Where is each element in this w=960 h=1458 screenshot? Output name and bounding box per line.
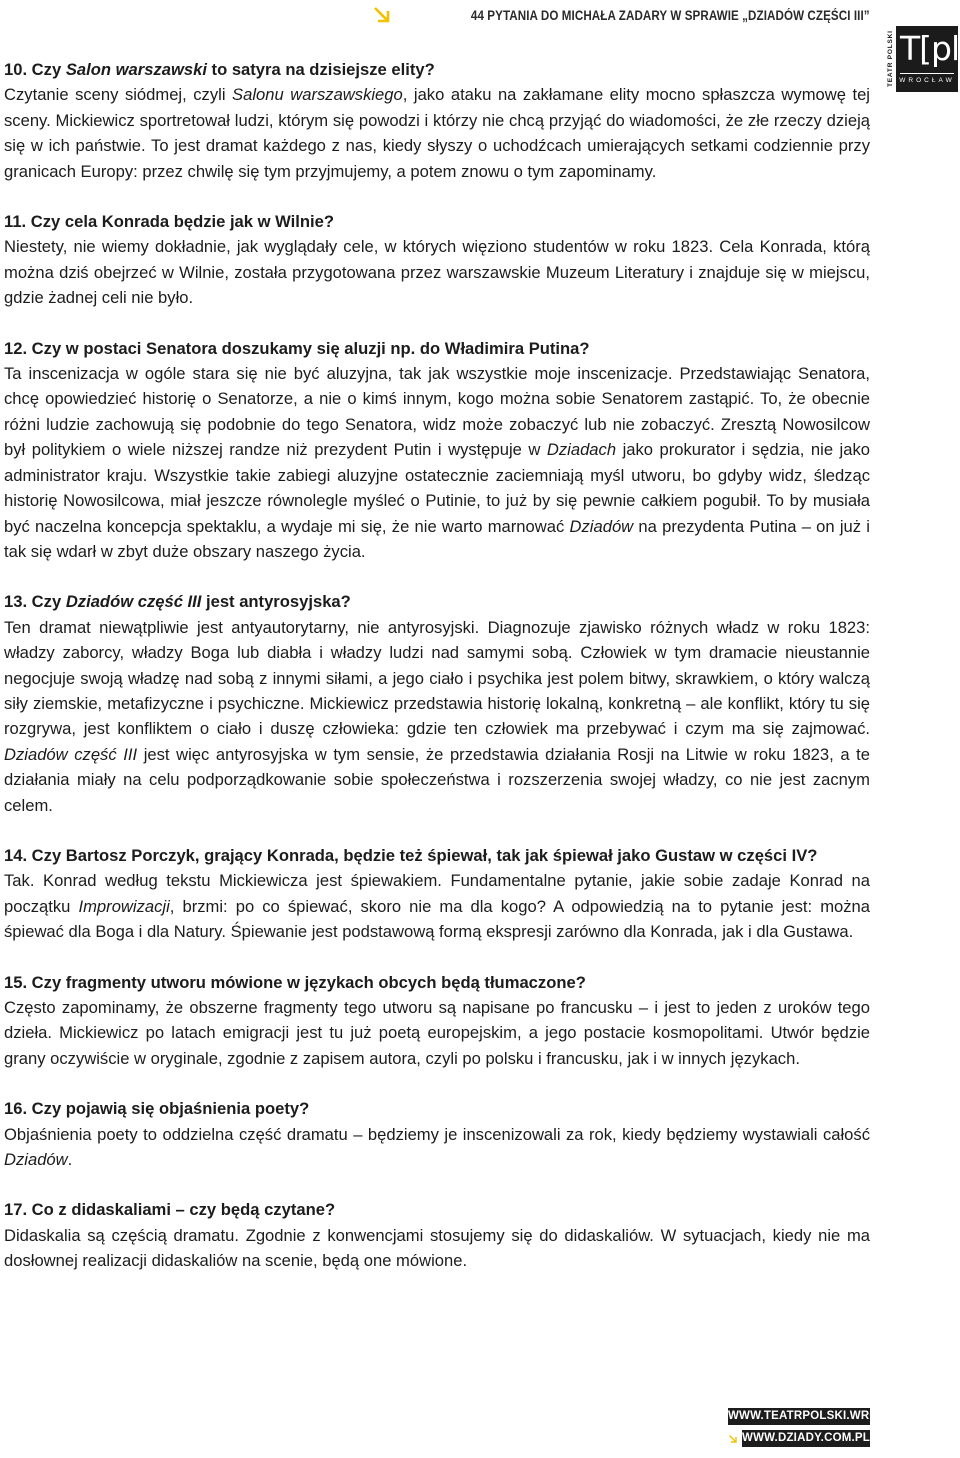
- answer-text: Niestety, nie wiemy dokładnie, jak wyglądały cele, w których więziono studentów w roku 1823. Cela Konrada, którą można dziś obejrzeć w Wilnie, została przygotowana przez warszawskie Muzeum Literatury i znajduje się w miejscu, gdzie żadnej celi nie było.: [4, 237, 870, 308]
- question-heading: 10. Czy Salon warszawski to satyra na dzisiejsze elity?: [4, 60, 435, 79]
- logo-box: [896, 26, 958, 92]
- running-header: [372, 3, 870, 27]
- footer-links: [728, 1408, 906, 1447]
- arrow-down-right-icon: [728, 1431, 738, 1447]
- running-title: 44 PYTANIA DO MICHAŁA ZADARY W SPRAWIE „DZIADÓW CZĘŚCI III”: [471, 7, 870, 23]
- qa-item-10: [4, 57, 870, 184]
- teatr-polski-logo: [887, 26, 960, 92]
- qa-item-11: [4, 209, 870, 311]
- qa-item-16: [4, 1096, 870, 1172]
- question-heading: 15. Czy fragmenty utworu mówione w językach obcych będą tłumaczone?: [4, 972, 586, 992]
- arrow-down-right-icon: [372, 5, 392, 25]
- qa-item-13: [4, 589, 870, 818]
- answer-text: Tak. Konrad według tekstu Mickiewicza jest śpiewakiem. Fundamentalne pytanie, jakie sobie zadaje Konrad na początku Improwizacji, brzmi: po co śpiewać, skoro nie ma dla kogo? A odpowiedzią na to pytanie jest: można śpiewać dla Boga i dla Natury. Śpiewanie jest podstawową formą ekspresji zarówno dla Konrada, jak i dla Gustawa.: [4, 871, 871, 942]
- question-heading: 14. Czy Bartosz Porczyk, grający Konrada, będzie też śpiewał, tak jak śpiewał jako Gustaw w części IV?: [4, 845, 818, 865]
- answer-text: Ta inscenizacja w ogóle stara się nie być aluzyjna, tak jak wszystkie moje inscenizacje. Przedstawiając Senatora, chcę opowiedzieć historię o Senatorze, a nie o kimś innym, kogo można sobie Senatorem zastąpić. To, że obecnie różni ludzie zachowują się podobnie do tego Senatora, widz może zobaczyć lub nie zobaczyć. Zresztą Nowosilcow był politykiem o wiele niższej randze niż prezydent Putin i występuje w Dziadach jako prokurator i sędzia, nie jako administrator kraju. Wszystkie takie zabiegi aluzyjne ostatecznie zaciemniają myśl utworu, bo gdyby widz, śledząc historię Nowosilcowa, miał jeszcze równolegle myśleć o Putinie, to już by się pewnie całkiem pogubił. To by musiała być naczelna koncepcja spektaklu, a wydaje mi się, że nie warto marnować Dziadów na prezydenta Putina – on już i tak się wdarł w zbyt duże obszary naszego życia.: [4, 364, 870, 561]
- qa-content: [4, 57, 870, 1274]
- question-heading: 11. Czy cela Konrada będzie jak w Wilnie?: [4, 212, 334, 232]
- qa-item-15: [4, 970, 870, 1072]
- question-heading: 13. Czy Dziadów część III jest antyrosyjska?: [4, 592, 351, 612]
- logo-city: WROCŁAW: [899, 77, 955, 84]
- answer-text: Czytanie sceny siódmej, czyli Salonu warszawskiego, jako ataku na zakłamane elity mocno spłaszcza wymowę tej sceny. Mickiewicz sportretował ludzi, którym się powodzi i którzy nie chcą przyjąć do wiadomości, że złe rzeczy dzieją się w ich państwie. To jest dramat każdego z nas, kiedy słyszy o uchodźcach umierających setkami codziennie przy granicach Europy: przez chwilę się tym przyjmujemy, a potem znowu o tym zapominamy.: [4, 85, 870, 181]
- dziady-url-link[interactable]: WWW.DZIADY.COM.PL: [742, 1430, 870, 1447]
- answer-text: Objaśnienia poety to oddzielna część dramatu – będziemy je inscenizowali za rok, kiedy będziemy wystawiali całość Dziadów.: [4, 1124, 870, 1170]
- answer-text: Ten dramat niewątpliwie jest antyautorytarny, nie antyrosyjski. Diagnozuje zjawisko różnych władz w roku 1823: władzy zaborcy, władzy Boga lub diabła i władzy ludzi nad samymi sobą. Człowiek w tym dramacie nieustannie negocjuje swoją władzę nad sobą z innymi siłami, a jego ciało i psychika jest polem bitwy, skrawkiem, o który walczą siły ziemskie, metafizyczne i psychiczne. Mickiewicz przedstawia historię lokalną, konkretną – ale konflikt, który tu się rozgrywa, jest konfliktem o ciało i duszę człowieka: gdzie ten człowiek ma przebywać i czym ma się zajmować. Dziadów część III jest więc antyrosyjska w tym sensie, że przedstawia działania Rosji na Litwie w roku 1823, a te działania miały na celu podporządkowanie sobie społeczeństwa i rozszerzenia swojej władzy, co nie jest zacnym celem.: [4, 617, 871, 815]
- logo-mark: T[pl: [900, 29, 960, 68]
- dziady-url-row: [728, 1430, 870, 1447]
- question-heading: 12. Czy w postaci Senatora doszukamy się aluzji np. do Władimira Putina?: [4, 338, 590, 358]
- qa-item-14: [4, 843, 870, 945]
- question-heading: 17. Co z didaskaliami – czy będą czytane?: [4, 1200, 336, 1220]
- logo-divider: [900, 73, 954, 74]
- teatr-polski-url-link[interactable]: WWW.TEATRPOLSKI.WROC.PL: [728, 1408, 870, 1425]
- qa-item-17: [4, 1197, 870, 1273]
- answer-text: Didaskalia są częścią dramatu. Zgodnie z konwencjami stosujemy się do didaskaliów. W sytuacjach, kiedy nie ma dosłownej realizacji didaskaliów na scenie, będą one mówione.: [4, 1225, 870, 1271]
- qa-item-12: [4, 336, 870, 565]
- question-heading: 16. Czy pojawią się objaśnienia poety?: [4, 1099, 310, 1119]
- logo-vertical-text: TEATR POLSKI: [887, 30, 894, 88]
- answer-text: Często zapominamy, że obszerne fragmenty tego utworu są napisane po francusku – i jest to jeden z uroków tego dzieła. Mickiewicz po latach emigracji jest tu już poetą europejskim, a jego postacie kosmopolitami. Utwór będzie grany oczywiście w oryginale, zgodnie z zapisem autora, czyli po polsku i francusku, jak i w innych językach.: [4, 998, 870, 1068]
